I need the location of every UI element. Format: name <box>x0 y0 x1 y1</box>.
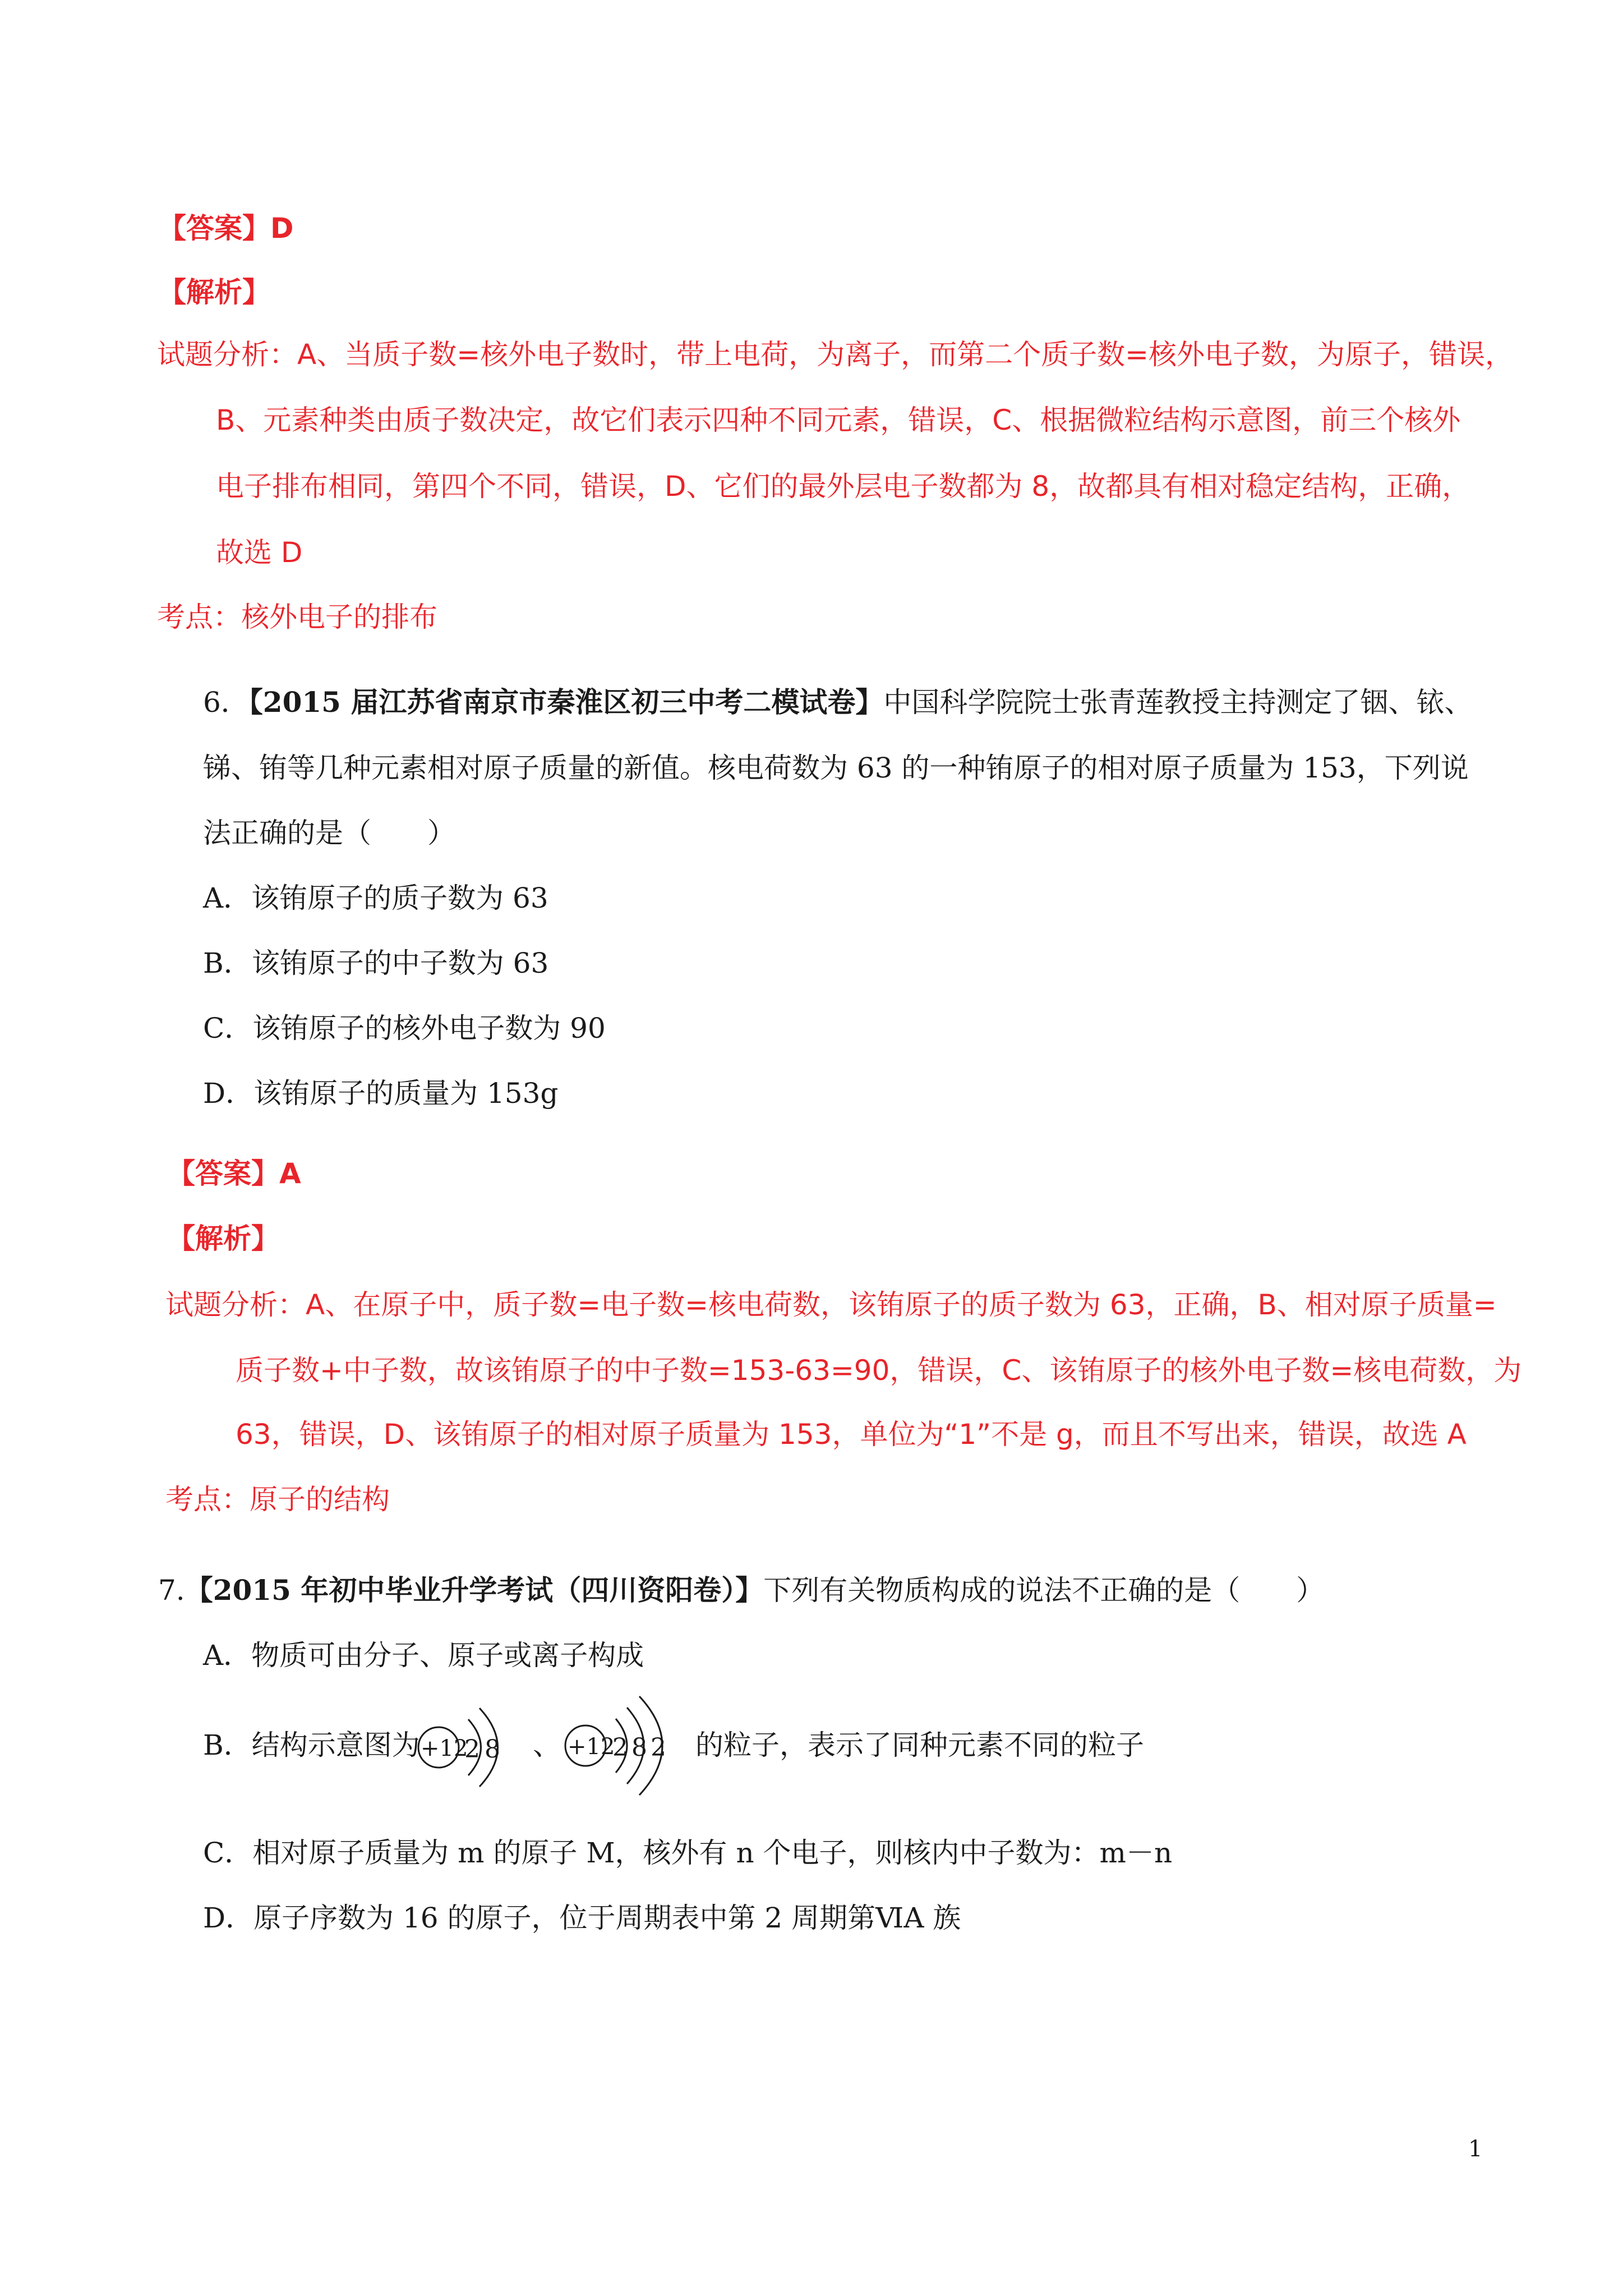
q7-source: 【2015 年初中毕业升学考试（四川资阳卷）】 <box>185 1573 764 1607</box>
atom-diagram-2-shells: 282 <box>612 1733 670 1762</box>
q6-stem-line-2: 锑、铕等几种元素相对原子质量的新值。核电荷数为 63 的一种铕原子的相对原子质量为 153，下列说 <box>203 752 1469 784</box>
q7-option-a: A．物质可由分子、原子或离子构成 <box>203 1639 644 1672</box>
atom-diagram-1 <box>415 1697 533 1798</box>
q6-source: 【2015 届江苏省南京市秦淮区初三中考二模试卷】 <box>248 685 884 719</box>
q7-option-b-prefix: B．结构示意图为 <box>203 1729 420 1761</box>
q5-analysis-line-4: 故选 D <box>216 536 303 569</box>
page-number: 1 <box>1468 2136 1483 2162</box>
q7-option-d: D．原子序数为 16 的原子，位于周期表中第 2 周期第ⅥA 族 <box>203 1902 961 1934</box>
q6-option-b: B．该铕原子的中子数为 63 <box>203 947 549 979</box>
q6-stem-line-1 <box>203 685 1473 719</box>
q5-analysis-line-3: 电子排布相同，第四个不同，错误，D、它们的最外层电子数都为 8，故都具有相对稳定结构，正确， <box>216 470 1470 503</box>
atom-diagram-2-nucleus: +12 <box>568 1734 615 1760</box>
q7-option-c: C．相对原子质量为 m 的原子 M，核外有 n 个电子，则核内中子数为：m－n <box>203 1837 1173 1869</box>
q5-kaodian: 考点：核外电子的排布 <box>157 601 437 633</box>
q6-option-a: A．该铕原子的质子数为 63 <box>203 882 548 914</box>
q7-stem-text: 下列有关物质构成的说法不正确的是（ ） <box>763 1574 1325 1607</box>
q6-option-d: D．该铕原子的质量为 153g <box>203 1077 559 1110</box>
q6-analysis-label: 【解析】 <box>167 1222 279 1255</box>
q6-number: 6． <box>203 686 249 719</box>
q7-number: 7. <box>158 1574 185 1607</box>
atom-diagram-1-nucleus: +12 <box>421 1736 468 1761</box>
atom-diagram-1-shells: 28 <box>464 1735 505 1764</box>
q6-option-c: C．该铕原子的核外电子数为 90 <box>203 1012 606 1045</box>
q6-kaodian: 考点：原子的结构 <box>165 1483 390 1516</box>
q5-analysis-label: 【解析】 <box>158 276 270 309</box>
q6-analysis-line-2: 质子数+中子数，故该铕原子的中子数=153-63=90，错误，C、该铕原子的核外电子数=核电荷数，为 <box>236 1354 1522 1387</box>
q6-stem-line-3: 法正确的是（ ） <box>203 817 455 849</box>
q5-answer: 【答案】D <box>158 212 294 245</box>
q7-stem <box>158 1573 1325 1607</box>
q7-option-b-separator: 、 <box>533 1729 561 1761</box>
q5-analysis-line-2: B、元素种类由质子数决定，故它们表示四种不同元素，错误，C、根据微粒结构示意图，前三个核外 <box>216 404 1461 436</box>
q6-analysis-line-3: 63，错误，D、该铕原子的相对原子质量为 153，单位为“1”不是 g，而且不写出来，错误，故选 A <box>236 1418 1467 1451</box>
atom-diagram-2 <box>561 1690 701 1802</box>
q5-analysis-line-1: 试题分析：A、当质子数=核外电子数时，带上电荷，为离子，而第二个质子数=核外电子数，为原子，错误， <box>157 338 1513 371</box>
q7-option-b-suffix: 的粒子，表示了同种元素不同的粒子 <box>695 1729 1144 1761</box>
q6-answer: 【答案】A <box>167 1157 301 1190</box>
q6-analysis-line-1: 试题分析：A、在原子中，质子数=电子数=核电荷数，该铕原子的质子数为 63，正确，B、相对原子质量= <box>165 1289 1497 1321</box>
q6-stem-1: 中国科学院院士张青莲教授主持测定了铟、铱、 <box>883 686 1473 719</box>
